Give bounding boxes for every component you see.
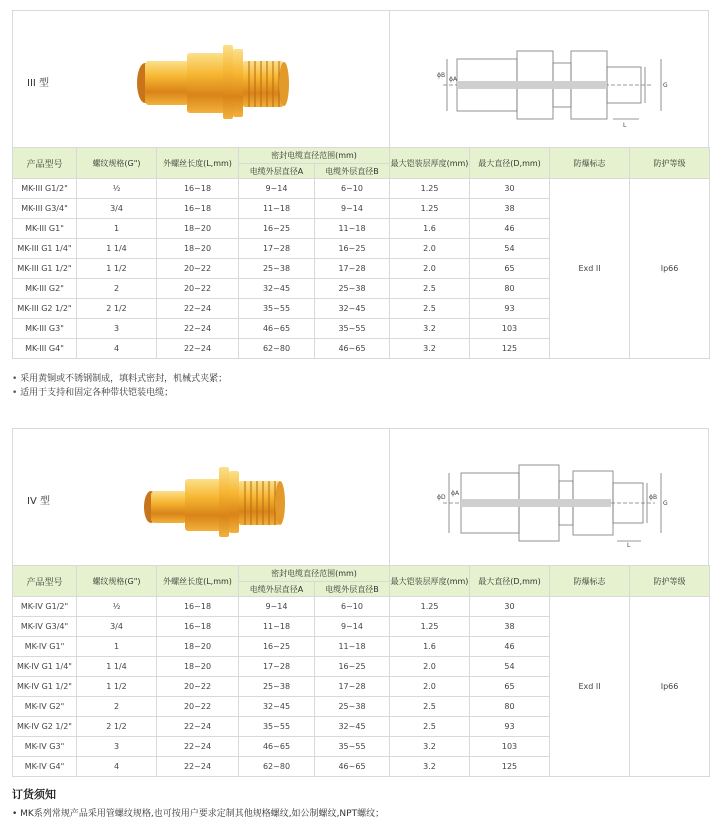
header-model: 产品型号 xyxy=(13,566,77,597)
table-cell: 16~18 xyxy=(157,597,239,617)
table-cell: MK-III G2 1/2" xyxy=(13,299,77,319)
header-armor: 最大铠装层厚度(mm) xyxy=(390,566,470,597)
table-cell: 62~80 xyxy=(239,339,315,359)
table-cell: 1.25 xyxy=(390,199,470,219)
table-cell: 16~18 xyxy=(157,617,239,637)
table-cell: MK-III G1/2" xyxy=(13,179,77,199)
table-cell: 11~18 xyxy=(315,637,390,657)
brass-gland-photo xyxy=(131,457,301,541)
label-l: L xyxy=(627,542,631,547)
table-cell: 3 xyxy=(77,737,157,757)
label-b: ϕB xyxy=(437,72,446,79)
brass-gland-photo xyxy=(131,39,301,123)
label-g: G xyxy=(663,500,668,507)
table-cell: 35~55 xyxy=(315,319,390,339)
table-cell: 6~10 xyxy=(315,179,390,199)
table-cell: 11~18 xyxy=(315,219,390,239)
table-cell: 35~55 xyxy=(239,299,315,319)
header-length: 外螺丝长度(L,mm) xyxy=(157,566,239,597)
table-cell: 18~20 xyxy=(157,637,239,657)
table-cell: 18~20 xyxy=(157,657,239,677)
table-cell: MK-IV G3" xyxy=(13,737,77,757)
order-notice-text: • MK系列常规产品采用管螺纹规格,也可按用户要求定制其他规格螺纹,如公制螺纹,NPT螺纹； xyxy=(12,806,384,819)
note-item: • 适用于支持和固定各种带状铠装电缆； xyxy=(12,386,227,400)
technical-drawing xyxy=(433,41,673,129)
table-cell: 2 xyxy=(77,697,157,717)
table-cell: 16~18 xyxy=(157,179,239,199)
table-cell: 93 xyxy=(470,299,550,319)
ex-mark-value: Exd II xyxy=(550,179,630,359)
section-type-iii xyxy=(12,10,709,359)
header-outer-b: 电缆外层直径B xyxy=(315,164,390,179)
header-seal-range: 密封电缆直径范围(mm) xyxy=(239,148,390,164)
table-cell: 32~45 xyxy=(239,697,315,717)
table-cell: 2.5 xyxy=(390,279,470,299)
table-cell: 35~55 xyxy=(239,717,315,737)
table-cell: 80 xyxy=(470,279,550,299)
note-item: • 采用黄铜或不锈钢制成，填料式密封，机械式夹紧； xyxy=(12,372,227,386)
table-cell: MK-IV G1 1/2" xyxy=(13,677,77,697)
table-cell: 25~38 xyxy=(315,279,390,299)
table-cell: 9~14 xyxy=(315,617,390,637)
table-cell: 2.0 xyxy=(390,677,470,697)
table-cell: MK-III G3/4" xyxy=(13,199,77,219)
ex-mark-value: Exd II xyxy=(550,597,630,777)
table-cell: 3/4 xyxy=(77,199,157,219)
table-cell: 25~38 xyxy=(239,677,315,697)
table-cell: MK-III G3" xyxy=(13,319,77,339)
header-ex-mark: 防爆标志 xyxy=(550,566,630,597)
table-cell: 1.25 xyxy=(390,597,470,617)
spec-rows xyxy=(13,179,710,359)
table-cell: 46 xyxy=(470,637,550,657)
header-model: 产品型号 xyxy=(13,148,77,179)
table-cell: 54 xyxy=(470,239,550,259)
table-cell: 16~25 xyxy=(239,219,315,239)
table-cell: 16~18 xyxy=(157,199,239,219)
table-cell: 46~65 xyxy=(315,757,390,777)
table-cell: 65 xyxy=(470,677,550,697)
table-cell: 17~28 xyxy=(315,259,390,279)
label-d: ϕD xyxy=(437,494,446,501)
table-cell: 22~24 xyxy=(157,339,239,359)
table-cell: 103 xyxy=(470,737,550,757)
header-thread: 螺纹规格(G") xyxy=(77,566,157,597)
header-protection: 防护等级 xyxy=(630,566,710,597)
table-cell: 2 1/2 xyxy=(77,717,157,737)
table-cell: 2.5 xyxy=(390,717,470,737)
table-cell: 2 1/2 xyxy=(77,299,157,319)
table-cell: 11~18 xyxy=(239,617,315,637)
table-cell: 17~28 xyxy=(239,657,315,677)
table-cell: 93 xyxy=(470,717,550,737)
table-cell: 3/4 xyxy=(77,617,157,637)
table-cell: 1.25 xyxy=(390,179,470,199)
table-cell: 16~25 xyxy=(315,657,390,677)
table-cell: 9~14 xyxy=(239,179,315,199)
table-cell: 20~22 xyxy=(157,677,239,697)
header-seal-range: 密封电缆直径范围(mm) xyxy=(239,566,390,582)
table-cell: 17~28 xyxy=(315,677,390,697)
table-cell: 1.25 xyxy=(390,617,470,637)
table-cell: 32~45 xyxy=(315,299,390,319)
table-cell: 2.0 xyxy=(390,259,470,279)
table-cell: 62~80 xyxy=(239,757,315,777)
table-cell: MK-IV G2 1/2" xyxy=(13,717,77,737)
table-cell: 16~25 xyxy=(315,239,390,259)
table-cell: MK-IV G4" xyxy=(13,757,77,777)
table-cell: 22~24 xyxy=(157,717,239,737)
table-cell: 9~14 xyxy=(315,199,390,219)
table-cell: 16~25 xyxy=(239,637,315,657)
header-max-dia: 最大直径(D,mm) xyxy=(470,566,550,597)
header-outer-b: 电缆外层直径B xyxy=(315,582,390,597)
table-cell: 22~24 xyxy=(157,299,239,319)
table-cell: 35~55 xyxy=(315,737,390,757)
table-cell: MK-III G4" xyxy=(13,339,77,359)
table-cell: 46 xyxy=(470,219,550,239)
protection-value: Ip66 xyxy=(630,597,710,777)
table-cell: 1 xyxy=(77,637,157,657)
table-cell: MK-IV G2" xyxy=(13,697,77,717)
table-cell: 9~14 xyxy=(239,597,315,617)
header-protection: 防护等级 xyxy=(630,148,710,179)
table-cell: 46~65 xyxy=(239,737,315,757)
product-visuals xyxy=(12,10,709,147)
table-cell: 20~22 xyxy=(157,259,239,279)
table-cell: 125 xyxy=(470,339,550,359)
table-row xyxy=(13,597,710,617)
table-cell: MK-III G1 1/4" xyxy=(13,239,77,259)
table-cell: ½ xyxy=(77,179,157,199)
protection-value: Ip66 xyxy=(630,179,710,359)
label-b: ϕB xyxy=(649,494,658,501)
table-cell: 1.6 xyxy=(390,219,470,239)
table-cell: 103 xyxy=(470,319,550,339)
table-cell: 22~24 xyxy=(157,737,239,757)
label-a: ϕA xyxy=(451,490,460,497)
header-max-dia: 最大直径(D,mm) xyxy=(470,148,550,179)
table-cell: MK-III G2" xyxy=(13,279,77,299)
type-label: III 型 xyxy=(27,78,50,89)
table-row xyxy=(13,179,710,199)
table-cell: 6~10 xyxy=(315,597,390,617)
table-cell: 1 xyxy=(77,219,157,239)
product-visuals xyxy=(12,428,709,565)
header-thread: 螺纹规格(G") xyxy=(77,148,157,179)
table-cell: 2.0 xyxy=(390,657,470,677)
table-cell: 22~24 xyxy=(157,757,239,777)
table-cell: 32~45 xyxy=(239,279,315,299)
table-cell: 2.0 xyxy=(390,239,470,259)
table-cell: 32~45 xyxy=(315,717,390,737)
table-cell: MK-IV G1 1/4" xyxy=(13,657,77,677)
table-cell: 20~22 xyxy=(157,697,239,717)
table-cell: 3 xyxy=(77,319,157,339)
table-cell: 30 xyxy=(470,597,550,617)
type-label: IV 型 xyxy=(27,496,50,507)
table-cell: 4 xyxy=(77,339,157,359)
table-cell: 1 1/2 xyxy=(77,259,157,279)
table-cell: 3.2 xyxy=(390,319,470,339)
label-a: ϕA xyxy=(449,76,458,83)
table-cell: 25~38 xyxy=(239,259,315,279)
order-notice-title: 订货须知 xyxy=(12,788,56,801)
table-cell: 3.2 xyxy=(390,757,470,777)
spec-table xyxy=(12,565,710,777)
table-cell: 38 xyxy=(470,199,550,219)
table-cell: 17~28 xyxy=(239,239,315,259)
table-cell: 1.6 xyxy=(390,637,470,657)
table-cell: 22~24 xyxy=(157,319,239,339)
table-cell: ½ xyxy=(77,597,157,617)
spec-table xyxy=(12,147,710,359)
table-cell: 80 xyxy=(470,697,550,717)
table-cell: MK-III G1" xyxy=(13,219,77,239)
table-cell: 46~65 xyxy=(315,339,390,359)
table-cell: 20~22 xyxy=(157,279,239,299)
technical-drawing xyxy=(433,459,673,547)
table-cell: MK-III G1 1/2" xyxy=(13,259,77,279)
table-cell: 38 xyxy=(470,617,550,637)
table-cell: MK-IV G1" xyxy=(13,637,77,657)
table-cell: MK-IV G3/4" xyxy=(13,617,77,637)
table-cell: 3.2 xyxy=(390,737,470,757)
table-cell: 54 xyxy=(470,657,550,677)
table-cell: 4 xyxy=(77,757,157,777)
table-cell: 65 xyxy=(470,259,550,279)
header-outer-a: 电缆外层直径A xyxy=(239,582,315,597)
notes-type-iii xyxy=(12,372,227,400)
table-cell: 18~20 xyxy=(157,219,239,239)
header-outer-a: 电缆外层直径A xyxy=(239,164,315,179)
table-cell: MK-IV G1/2" xyxy=(13,597,77,617)
table-cell: 2.5 xyxy=(390,697,470,717)
table-cell: 46~65 xyxy=(239,319,315,339)
table-cell: 125 xyxy=(470,757,550,777)
label-g: G xyxy=(663,82,668,89)
table-cell: 1 1/4 xyxy=(77,239,157,259)
header-ex-mark: 防爆标志 xyxy=(550,148,630,179)
header-length: 外螺丝长度(L,mm) xyxy=(157,148,239,179)
spec-rows xyxy=(13,597,710,777)
table-cell: 25~38 xyxy=(315,697,390,717)
label-l: L xyxy=(623,122,627,129)
table-cell: 30 xyxy=(470,179,550,199)
section-type-iv xyxy=(12,428,709,777)
table-cell: 2.5 xyxy=(390,299,470,319)
table-cell: 18~20 xyxy=(157,239,239,259)
table-cell: 1 1/4 xyxy=(77,657,157,677)
header-armor: 最大铠装层厚度(mm) xyxy=(390,148,470,179)
table-cell: 11~18 xyxy=(239,199,315,219)
table-cell: 1 1/2 xyxy=(77,677,157,697)
table-cell: 2 xyxy=(77,279,157,299)
table-cell: 3.2 xyxy=(390,339,470,359)
